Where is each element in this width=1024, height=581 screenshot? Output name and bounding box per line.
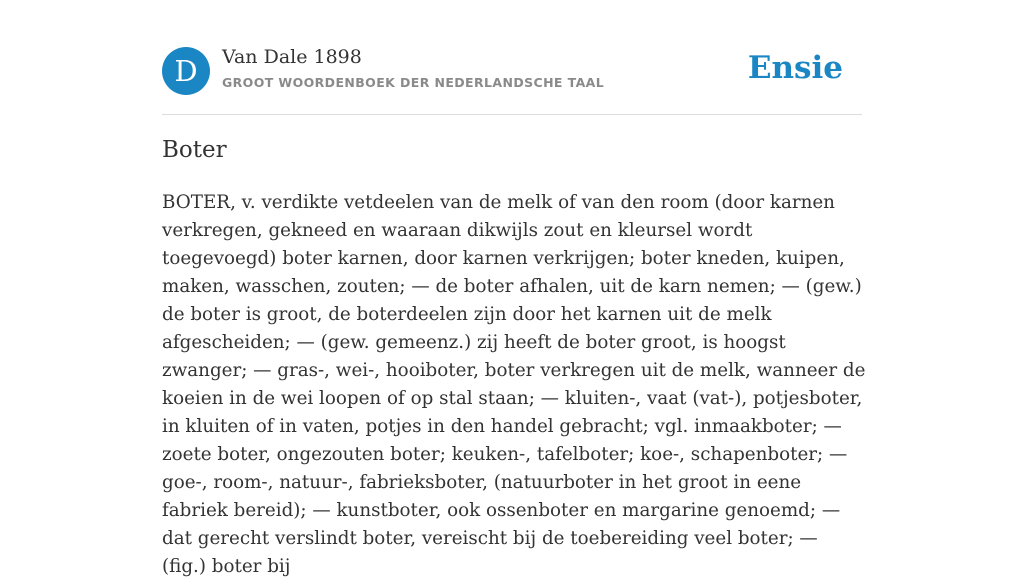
entry-headword: Boter <box>162 137 227 163</box>
ensie-logo[interactable]: Ensie <box>747 50 843 86</box>
entry-definition: BOTER, v. verdikte vetdeelen van de melk of van den room (door karnen verkregen, gekneed en waaraan dikwijls zout en kleursel wordt toegevoegd) boter karnen, door karnen verkrijgen; boter kneden, kuipen, maken, wasschen, zouten; — de boter afhalen, uit de karn nemen; — (gew.) de boter is groot, de boterdeelen zijn door het karnen uit de melk afgescheiden; — (gew. gemeenz.) zij heeft de boter groot, is hoogst zwanger; — gras-, wei-, hooiboter, boter verkregen uit de melk, wanneer de koeien in de wei loopen of op stal staan; — kluiten-, vaat (vat-), potjesboter, in kluiten of in vaten, potjes in den handel gebracht; vgl. inmaakboter; — zoete boter, ongezouten boter; keuken-, tafelboter; koe-, schapenboter; — goe-, room-, natuur-, fabrieksboter, (natuurboter in het groot in eene fabriek bereid); — kunstboter, ook ossenboter en margarine genoemd; — dat gerecht verslindt boter, vereischt bij de toebereiding veel boter; — (fig.) boter bij <box>162 192 866 577</box>
source-avatar[interactable]: D <box>162 47 210 95</box>
source-title[interactable]: Van Dale 1898 <box>222 46 362 68</box>
source-header <box>162 44 862 115</box>
source-subtitle: GROOT WOORDENBOEK DER NEDERLANDSCHE TAAL <box>222 75 605 90</box>
